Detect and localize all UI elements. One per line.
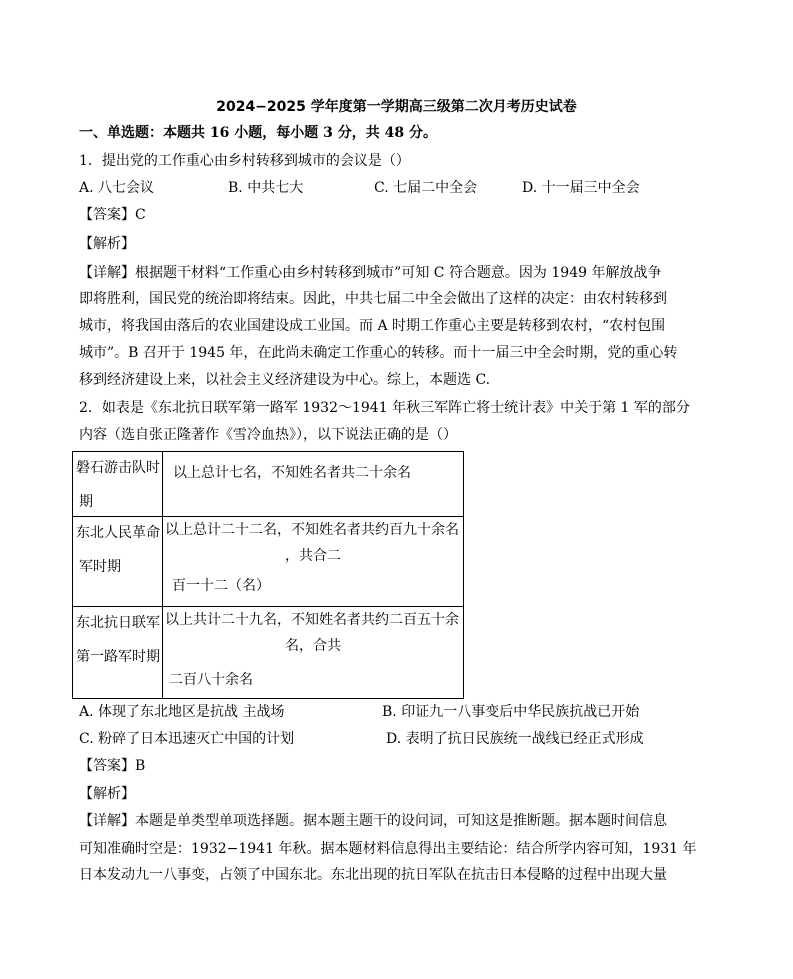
q2-option-a: A. 体现了东北地区是抗战 主战场 — [79, 704, 285, 720]
content-cell — [163, 452, 464, 517]
content-text: 以上总计七名，不知姓名者共二十余名 — [173, 465, 411, 481]
q1-answer: 【答案】C — [79, 207, 146, 223]
period-cell — [73, 607, 163, 699]
table-row — [73, 517, 464, 607]
period-text: 期 — [79, 494, 93, 510]
q2-option-c: C. 粉碎了日本迅速灭亡中国的计划 — [79, 731, 295, 747]
content-text: 以上共计二十九名，不知姓名者共约二百五十余 — [165, 612, 459, 628]
content-text: 二百八十余名 — [169, 672, 253, 688]
table-row — [73, 607, 464, 699]
q2-detail-line: 日本发动九一八事变，占领了中国东北。东北出现的抗日军队在抗击日本侵略的过程中出现大量 — [79, 867, 667, 883]
q2-option-b: B. 印证九一八事变后中华民族抗战已开始 — [382, 704, 640, 720]
q2-answer: 【答案】B — [79, 758, 146, 774]
content-cell — [163, 607, 464, 699]
q2-detail-line: 【详解】本题是单类型单项选择题。据本题主题干的设问词，可知这是推断题。据本题时间信息 — [79, 813, 667, 829]
period-text: 东北人民革命 — [76, 525, 160, 541]
content-text: ，共合二 — [285, 548, 341, 564]
casualty-table — [72, 451, 464, 699]
table-row — [73, 452, 464, 517]
period-text: 第一路军时期 — [76, 649, 160, 665]
exam-title: 2024−2025 学年度第一学期高三级第二次月考历史试卷 — [216, 99, 577, 115]
q1-detail-line: 城市，将我国由落后的农业国建设成工业国。而 A 时期工作重心主要是转移到农村，“农村包围 — [79, 318, 666, 334]
content-text: 以上总计二十二名，不知姓名者共约百九十余名 — [165, 522, 459, 538]
period-cell — [73, 452, 163, 517]
section-heading: 一、单选题：本题共 16 小题，每小题 3 分，共 48 分。 — [79, 125, 437, 141]
period-text: 东北抗日联军 — [76, 615, 160, 631]
q2-option-d: D. 表明了抗日民族统一战线已经正式形成 — [386, 731, 644, 747]
q1-detail-line: 即将胜利，国民党的统治即将结束。因此，中共七届二中全会做出了这样的决定：由农村转移到 — [79, 291, 667, 307]
q1-analysis-label: 【解析】 — [79, 236, 135, 252]
q1-option-d: D. 十一届三中全会 — [522, 180, 640, 196]
q2-analysis-label: 【解析】 — [79, 786, 135, 802]
content-text: 名，合共 — [285, 638, 341, 654]
q1-option-a: A. 八七会议 — [79, 180, 155, 196]
q1-detail-line: 【详解】根据题干材料“工作重心由乡村转移到城市”可知 C 符合题意。因为 1949 年解放战争 — [79, 265, 662, 281]
period-text: 军时期 — [79, 559, 121, 575]
q2-stem-line: 2．如表是《东北抗日联军第一路军 1932～1941 年秋三军阵亡将士统计表》中关于第 1 军的部分 — [79, 400, 690, 416]
q2-stem-line: 内容（选自张正隆著作《雪冷血热》），以下说法正确的是（） — [79, 427, 457, 443]
q2-detail-line: 可知准确时空是：1932−1941 年秋。据本题材料信息得出主要结论：结合所学内容可知，1931 年 — [79, 841, 697, 857]
period-text: 磐石游击队时 — [76, 460, 160, 476]
content-cell — [163, 517, 464, 607]
q1-stem: 1．提出党的工作重心由乡村转移到城市的会议是（） — [79, 153, 410, 169]
q1-detail-line: 城市”。B 召开于 1945 年，在此尚未确定工作重心的转移。而十一届三中全会时期，党的重心转 — [79, 345, 678, 361]
period-cell — [73, 517, 163, 607]
q1-option-b: B. 中共七大 — [228, 180, 304, 196]
q1-option-c: C. 七届二中全会 — [374, 180, 478, 196]
q1-detail-line: 移到经济建设上来，以社会主义经济建设为中心。综上，本题选 C. — [79, 372, 491, 388]
content-text: 百一十二（名） — [172, 578, 270, 594]
